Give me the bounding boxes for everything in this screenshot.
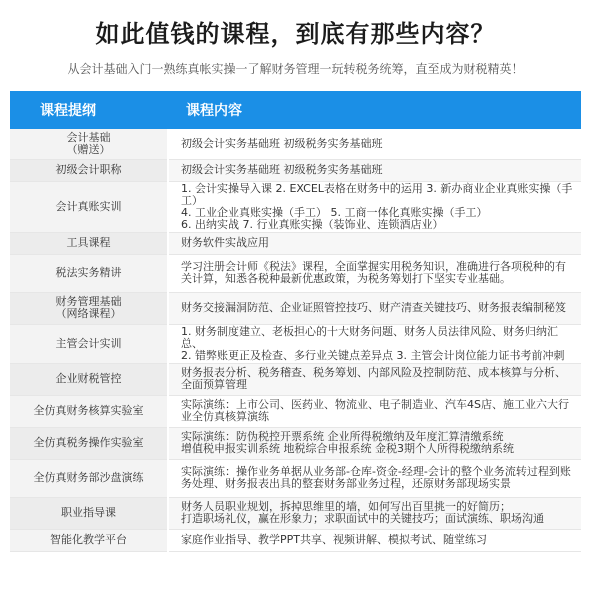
table-row [10,459,581,497]
course-content-cell: 财务软件实战应用 [168,232,581,254]
table-header-row [10,91,581,129]
course-outline-cell: 职业指导课 [10,497,168,529]
course-outline-cell: 财务管理基础 （网络课程） [10,292,168,324]
table-row [10,529,581,551]
course-outline-cell: 智能化教学平台 [10,529,168,551]
course-content-cell: 初级会计实务基础班 初级税务实务基础班 [168,129,581,159]
course-outline-cell: 全仿真税务操作实验室 [10,427,168,459]
course-content-cell: 1. 财务制度建立、老板担心的十大财务问题、财务人员法律风险、财务归纳汇总、 2. 错弊账更正及检查、多行业关键点差异点 3. 主管会计岗位能力证书考前冲刺 [168,324,581,363]
table-row [10,129,581,159]
page-title: 如此值钱的课程，到底有那些内容？ [95,20,496,48]
table-row [10,292,581,324]
course-content-cell: 初级会计实务基础班 初级税务实务基础班 [168,159,581,181]
course-content-cell: 财务人员职业规划，拆掉思维里的墙，如何写出百里挑一的好简历； 打造职场礼仪，赢在形象力；求职面试中的关键技巧；面试演练、职场沟通 [168,497,581,529]
table-row [10,363,581,395]
course-content-cell: 家庭作业指导、教学PPT共享、视频讲解、模拟考试、随堂练习 [168,529,581,551]
table-row [10,395,581,427]
table-row [10,324,581,363]
course-outline-cell: 全仿真财务部沙盘演练 [10,459,168,497]
table-row [10,232,581,254]
course-content-cell: 实际演练：防伪税控开票系统 企业所得税缴纳及年度汇算清缴系统 增值税申报实训系统 地税综合申报系统 金税3期个人所得税缴纳系统 [168,427,581,459]
course-content-cell: 实际演练：操作业务单据从业务部-仓库-资金-经理-会计的整个业务流转过程到账务处理、财务报表出具的整套财务部业务过程，还原财务部现场实景 [168,459,581,497]
page-subtitle: 从会计基础入门一熟练真帐实操一了解财务管理一玩转税务统筹，直至成为财税精英！ [67,62,524,76]
table-row [10,497,581,529]
course-content-cell: 1. 会计实操导入课 2. EXCEL表格在财务中的运用 3. 新办商业企业真账实操（手工） 4. 工业企业真账实操（手工） 5. 工商一体化真账实操（手工） 6. 出纳实战 7. 行业真账实操（装饰业、连锁酒店业） [168,181,581,232]
course-content-cell: 实际演练：上市公司、医药业、物流业、电子制造业、汽车4S店、施工业六大行业全仿真核算演练 [168,395,581,427]
course-outline-cell: 全仿真财务核算实验室 [10,395,168,427]
course-outline-cell: 税法实务精讲 [10,254,168,292]
table-row [10,159,581,181]
table-row [10,254,581,292]
course-outline-cell: 工具课程 [10,232,168,254]
course-outline-cell: 会计基础 （赠送） [10,129,168,159]
course-outline-cell: 会计真账实训 [10,181,168,232]
course-outline-cell: 初级会计职称 [10,159,168,181]
course-content-cell: 财务报表分析、税务稽查、税务筹划、内部风险及控制防范、成本核算与分析、全面预算管理 [168,363,581,395]
course-outline-cell: 主管会计实训 [10,324,168,363]
column-header-content: 课程内容 [168,91,581,129]
course-outline-cell: 企业财税管控 [10,363,168,395]
column-header-outline: 课程提纲 [10,91,168,129]
course-table [10,91,581,552]
table-row [10,427,581,459]
course-content-cell: 财务交接漏洞防范、企业证照管控技巧、财产清查关键技巧、财务报表编制秘笈 [168,292,581,324]
course-content-cell: 学习注册会计师《税法》课程，全面掌握实用税务知识，准确进行各项税种的有关计算，知悉各税种最新优惠政策，为税务筹划打下坚实专业基础。 [168,254,581,292]
table-row [10,181,581,232]
